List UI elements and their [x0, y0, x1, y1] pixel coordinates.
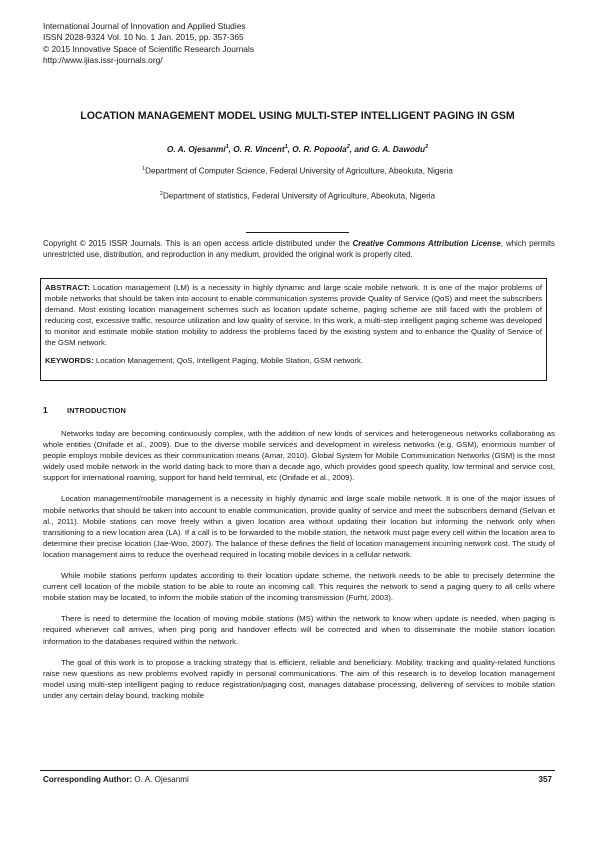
journal-url[interactable]: http://www.ijias.issr-journals.org/: [43, 55, 163, 66]
journal-copyright: © 2015 Innovative Space of Scientific Research Journals: [43, 43, 255, 54]
copyright-text: Copyright © 2015 ISSR Journals. This is an open access article distributed under the: [43, 239, 353, 248]
author-affiliation-mark: 2: [346, 144, 350, 151]
affiliation: [43, 191, 552, 201]
copyright-notice: [43, 238, 555, 260]
paragraph: While mobile stations perform updates according to their location update scheme, the network needs to be able to precisely determine the current cell location of the mobile station to be able to route an incoming call. This requires the network to send a paging query to all cells where mobile station may be located, to inform the mobile station of the incoming transmission (Furht, 2003).: [43, 571, 555, 603]
paragraph: Networks today are becoming continuously complex, with the addition of new kinds of services and heterogeneous networks collaborating as whole entities (Onifade et al., 2009). Due to the diverse mobile services and development in wireless networks (e.g. GSM), enormous number of people employs mobile devices as their communication means (Amar, 2010). Global System for Mobile Communication Networks (GSM) is the most widely used mobile network in the world dating back to more than a decade ago, which provides good speech quality, low terminal and service cost, support for international roaming, support for hand held terminal, etc (Onifade et al., 2009).: [43, 429, 555, 483]
author-list: [43, 144, 552, 154]
journal-header: [43, 21, 343, 67]
keywords-label: KEYWORDS:: [45, 355, 94, 365]
affiliation-text: Department of statistics, Federal University of Agriculture, Abeokuta, Nigeria: [162, 191, 436, 201]
license-link[interactable]: Creative Commons Attribution License: [352, 239, 501, 248]
footer-label: Corresponding Author:: [43, 775, 133, 784]
affiliation-mark: 2: [159, 191, 163, 197]
affiliation-text: Department of Computer Science, Federal University of Agriculture, Abeokuta, Nigeria: [145, 166, 453, 176]
affiliation-mark: 1: [142, 166, 146, 172]
paragraph: There is need to determine the location of moving mobile stations (MS) within the network to know when update is needed, when paging is required whenever call arrives, when ping pong and handover effects will be corrected and when to disseminate the mobile station location information to the databases required within the network.: [43, 614, 555, 646]
author-separator: ,: [287, 144, 293, 154]
author-affiliation-mark: 2: [425, 144, 429, 151]
footer-author: O. A. Ojesanmi: [134, 775, 189, 784]
author-separator: ,: [228, 144, 234, 154]
section-heading: [43, 405, 126, 415]
paper-title: LOCATION MANAGEMENT MODEL USING MULTI-STEP INTELLIGENT PAGING IN GSM: [80, 110, 515, 122]
abstract-text: Location management (LM) is a necessity in highly dynamic and large scale mobile network. It is one of the major problems of mobile networks that should be taken into account to enable communication systems provide Quality of Service (QoS) and meet the subscribers demand. Most existing location management schemes such as location update scheme, paging scheme are still faced with the problem of reducing cost, excessive traffic, resource utilization and low quality of service. In this work, a multi-step intelligent paging scheme was developed to monitor and estimate mobile station mobility to address the problems faced by the existing system and to enhance the Quality of Service of the GSM network.: [45, 283, 542, 348]
body-text: [43, 428, 555, 711]
author-separator: , and: [349, 144, 372, 154]
author-name: O. R. Vincent: [233, 144, 285, 154]
section-title: INTRODUCTION: [67, 406, 127, 415]
page-number: 357: [538, 775, 552, 784]
journal-name: International Journal of Innovation and Applied Studies: [43, 21, 246, 31]
copyright-text-end: , which permits unrestricted use, distribution, and reproduction in any medium, provided the original work is properly cited.: [43, 239, 555, 259]
keywords-text: Location Management, QoS, Intelligent Paging, Mobile Station, GSM network.: [95, 355, 363, 365]
author-affiliation-mark: 1: [225, 144, 229, 151]
footer-divider: [40, 770, 555, 771]
abstract-box: [40, 278, 547, 381]
abstract: [45, 282, 542, 349]
affiliation: [43, 166, 552, 176]
author-name: O. A. Ojesanmi: [166, 144, 226, 154]
footer-corresponding-author: [43, 775, 189, 784]
journal-issn: ISSN 2028-9324 Vol. 10 No. 1 Jan. 2015, pp. 357-365: [43, 32, 244, 43]
divider: [246, 232, 349, 233]
section-number: 1: [43, 405, 48, 415]
paragraph: Location management/mobile management is a necessity in highly dynamic and large scale mobile network. It is one of the major issues of mobile networks that should be taken into account to enable communication, provide quality of service and meet the subscribers demand (Selvan et al., 2011). Mobile stations can move freely within a given location area without updating their location but informing the network only when transitioning to a new location area (LA). If a call is to be forwarded to the mobile station, the network must page every cell within the location area to determine their precise location (Jae-Woo, 2007). The balance of these defines the field of location management incurring network cost. The study of location management aims to reduce the overhead required in locating mobile devices in a cellular network.: [43, 494, 555, 559]
author-name: O. R. Popoola: [292, 144, 347, 154]
author-name: G. A. Dawodu: [371, 144, 426, 154]
keywords: [45, 355, 542, 366]
author-affiliation-mark: 1: [284, 144, 288, 151]
paragraph: The goal of this work is to propose a tracking strategy that is efficient, reliable and beneficiary. Mobility, tracking and quality-related functions raise new questions as new problems evolved rapidly in personal communications. The aim of this research is to develop location management model using multi-step intelligent paging to reduce registration/paging cost, manages database processing, delivering of services to mobile station under any certain delay bound, tracking mobile: [43, 657, 555, 700]
abstract-label: ABSTRACT:: [45, 283, 90, 292]
